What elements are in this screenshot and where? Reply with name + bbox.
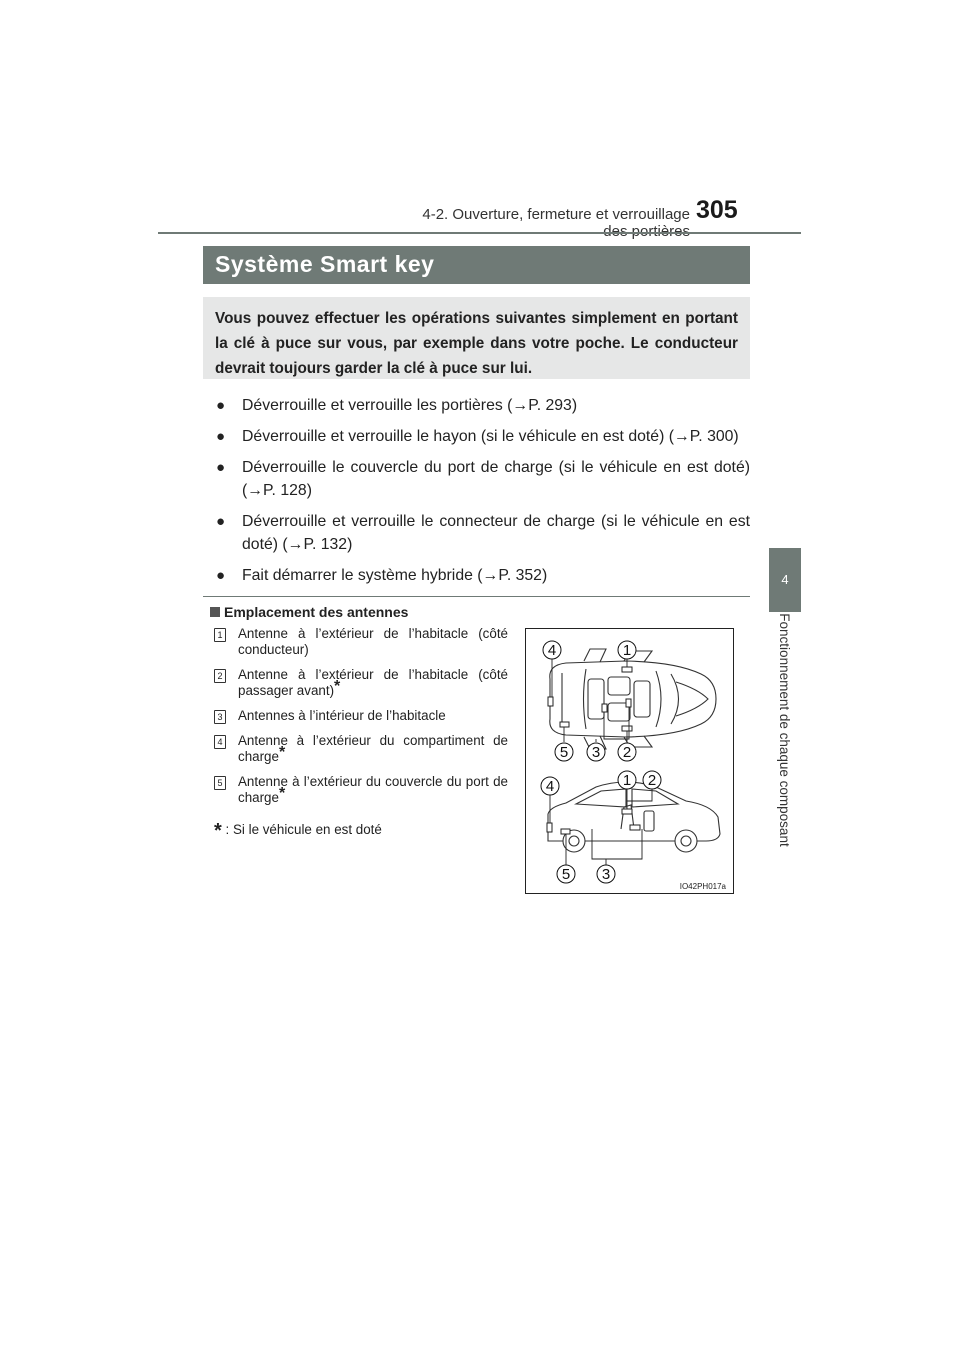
bullet-icon: ●	[216, 428, 226, 445]
list-item-text: Déverrouille le couvercle du port de charge (si le véhicule en est doté) (→P. 128)	[242, 459, 750, 499]
item-number: 3	[214, 710, 226, 724]
antenna-list	[214, 626, 508, 815]
list-item	[216, 564, 750, 587]
callout-5: 5	[561, 866, 571, 883]
chapter-header: 4-2. Ouverture, fermeture et verrouillage	[422, 206, 690, 223]
callout-1: 1	[622, 772, 632, 789]
header-rule	[158, 232, 801, 234]
section-heading-text: Emplacement des antennes	[224, 604, 409, 620]
antenna-item	[214, 733, 508, 765]
figure-code: IO42PH017a	[679, 882, 726, 891]
leader-lines-top	[552, 659, 629, 742]
antenna-text: Antenne à l’extérieur du compartiment de charge	[238, 733, 508, 764]
feature-list	[216, 394, 750, 595]
callout-2: 2	[622, 744, 632, 761]
chapter-tab: 4	[769, 548, 801, 612]
footnote	[214, 820, 382, 843]
bullet-icon: ●	[216, 459, 226, 476]
list-item-text: Déverrouille et verrouille les portières (→P. 293)	[242, 397, 578, 414]
antenna-text: Antenne à l’extérieur de l’habitacle (côté conducteur)	[238, 626, 508, 657]
callout-3: 3	[601, 866, 611, 883]
antenna-location-figure	[525, 628, 734, 894]
antenna-text: Antenne à l’extérieur du couvercle du port de charge	[238, 774, 508, 805]
bullet-icon: ●	[216, 513, 226, 530]
footnote-asterisk: *	[214, 820, 222, 842]
title-bar	[203, 246, 750, 284]
callout-2: 2	[647, 772, 657, 789]
antenna-text: Antennes à l’intérieur de l’habitacle	[238, 708, 446, 723]
chapter-tab-label: Fonctionnement de chaque composant	[777, 613, 792, 847]
callouts-top	[543, 641, 636, 761]
car-top-view-icon	[550, 649, 716, 749]
list-item	[216, 394, 750, 417]
antenna-text: Antenne à l’extérieur de l’habitacle (côté passager avant)	[238, 667, 508, 698]
antenna-item	[214, 667, 508, 699]
section-heading	[210, 604, 408, 620]
item-number: 5	[214, 776, 226, 790]
callout-4: 4	[545, 778, 555, 795]
footnote-text: : Si le véhicule en est doté	[225, 822, 382, 837]
item-number: 1	[214, 628, 226, 642]
asterisk-mark: *	[278, 785, 286, 802]
list-item-text: Déverrouille et verrouille le hayon (si le véhicule en est doté) (→P. 300)	[242, 428, 739, 445]
bullet-icon: ●	[216, 397, 226, 414]
car-side-view-icon	[548, 782, 720, 852]
antenna-item	[214, 626, 508, 658]
list-item	[216, 510, 750, 556]
intro-text: Vous pouvez effectuer les opérations suivantes simplement en portant la clé à puce sur vous, par exemple dans votre poche. Le conducteur devrait toujours garder la clé à puce sur lui.	[215, 310, 738, 377]
item-number: 2	[214, 669, 226, 683]
antenna-item	[214, 774, 508, 806]
antenna-item	[214, 708, 508, 724]
list-item	[216, 425, 750, 448]
callout-1: 1	[622, 642, 632, 659]
bullet-icon: ●	[216, 567, 226, 584]
page-number: 305	[696, 196, 738, 224]
asterisk-mark: *	[334, 678, 341, 695]
page-title: Système Smart key	[215, 251, 435, 277]
car-diagram	[526, 629, 733, 893]
antenna-markers-side	[547, 809, 640, 834]
list-item-text: Déverrouille et verrouille le connecteur de charge (si le véhicule en est doté) (→P. 132)	[242, 513, 750, 553]
square-bullet-icon	[210, 607, 220, 617]
list-item-text: Fait démarrer le système hybride (→P. 352)	[242, 567, 548, 584]
callout-5: 5	[559, 744, 569, 761]
intro-box	[203, 297, 750, 379]
section-divider	[203, 596, 750, 597]
asterisk-mark: *	[278, 744, 286, 761]
callout-3: 3	[591, 744, 601, 761]
callouts-side	[541, 771, 661, 883]
list-item	[216, 456, 750, 502]
callout-4: 4	[547, 642, 557, 659]
item-number: 4	[214, 735, 226, 749]
